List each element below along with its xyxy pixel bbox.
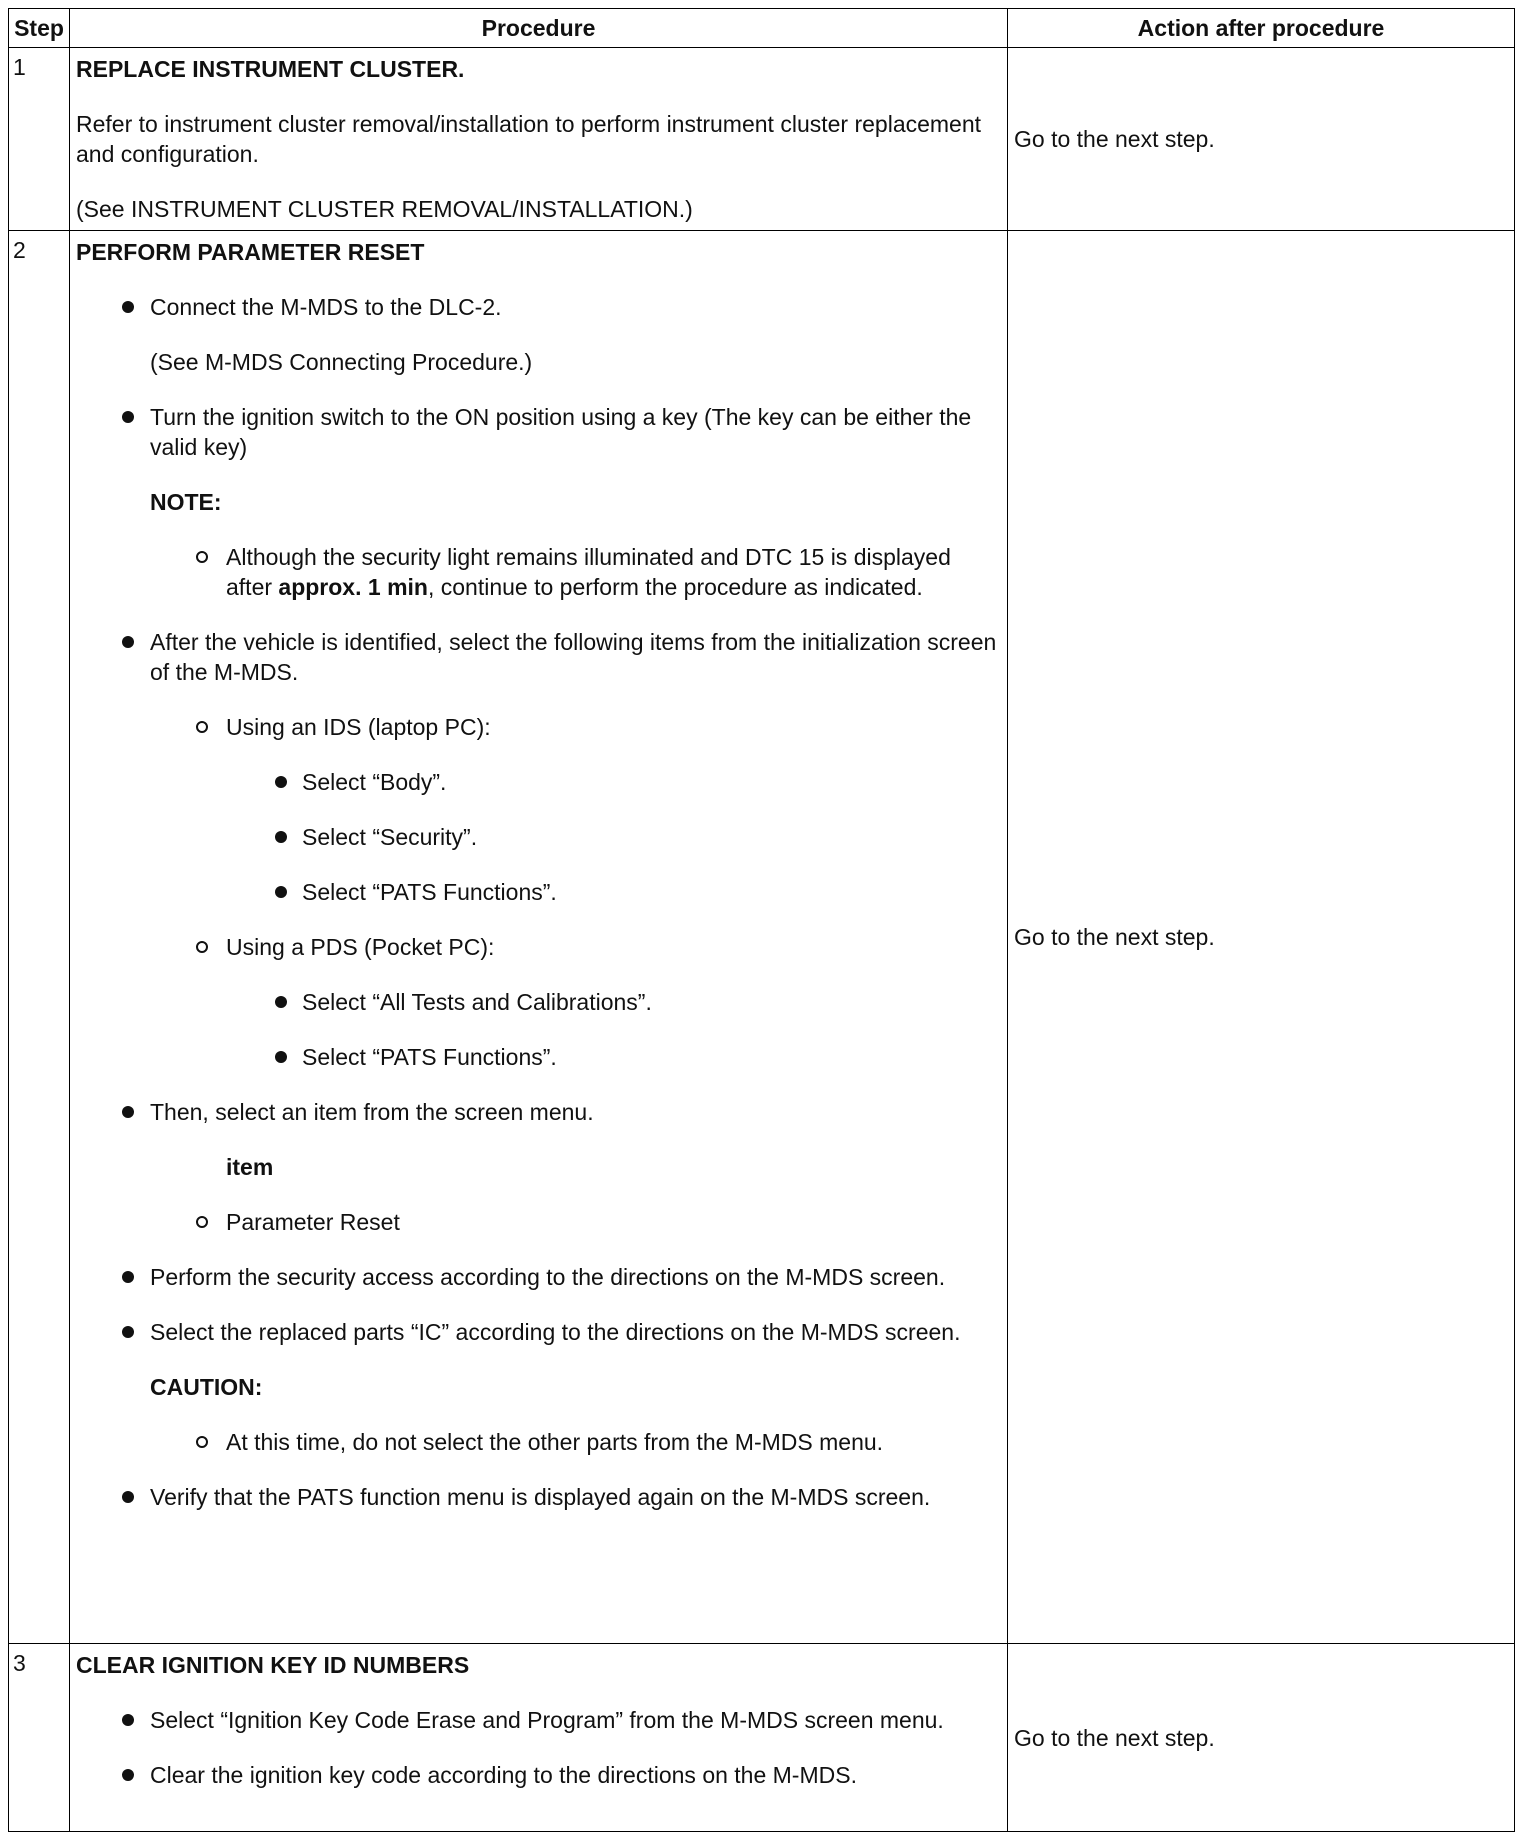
table-row (9, 48, 1515, 231)
list-item (76, 402, 999, 462)
bullet-icon (122, 636, 134, 648)
step-number: 1 (9, 48, 70, 231)
circle-bullet-icon (196, 1436, 208, 1448)
header-step: Step (9, 9, 70, 48)
list-item (76, 1482, 999, 1512)
list-item (76, 1760, 999, 1790)
table-row (9, 1644, 1515, 1832)
list-item-text: Perform the security access according to the directions on the M-MDS screen. (150, 1264, 946, 1290)
list-item (76, 877, 999, 907)
list-item-text: Parameter Reset (226, 1209, 400, 1235)
item-label: item (226, 1154, 274, 1180)
list-item-text: Select “Security”. (302, 824, 478, 850)
step-number: 2 (9, 231, 70, 1644)
procedure-cell (70, 48, 1008, 231)
bullet-icon (275, 996, 287, 1008)
caution-text: At this time, do not select the other parts from the M-MDS menu. (226, 1429, 884, 1455)
list-item-text: Clear the ignition key code according to the directions on the M-MDS. (150, 1762, 857, 1788)
bullet-icon (122, 1326, 134, 1338)
list-item-text: Select “All Tests and Calibrations”. (302, 989, 652, 1015)
bullet-icon (122, 411, 134, 423)
bullet-icon (122, 1491, 134, 1503)
list-item-text: Select “Ignition Key Code Erase and Program” from the M-MDS screen menu. (150, 1707, 944, 1733)
bullet-icon (275, 1051, 287, 1063)
list-item-text: Select “Body”. (302, 769, 447, 795)
bullet-icon (275, 776, 287, 788)
list-item (76, 767, 999, 797)
list-item (76, 1317, 999, 1347)
list-item (76, 1705, 999, 1735)
action-cell: Go to the next step. (1008, 231, 1515, 1644)
list-item (76, 1207, 999, 1237)
bullet-icon (275, 886, 287, 898)
step-title: REPLACE INSTRUMENT CLUSTER. (76, 56, 465, 82)
header-row (9, 9, 1515, 48)
list-item (76, 292, 999, 322)
list-item-text: Select “PATS Functions”. (302, 879, 557, 905)
list-item (76, 1042, 999, 1072)
header-action: Action after procedure (1008, 9, 1515, 48)
circle-bullet-icon (196, 551, 208, 563)
bullet-icon (122, 1271, 134, 1283)
list-item (76, 1262, 999, 1292)
note-label: NOTE: (150, 489, 222, 515)
circle-bullet-icon (196, 941, 208, 953)
list-item-text: Then, select an item from the screen menu. (150, 1099, 594, 1125)
list-item (76, 712, 999, 742)
list-item-text: Using a PDS (Pocket PC): (226, 934, 495, 960)
list-item (76, 627, 999, 687)
list-item (76, 542, 999, 602)
header-procedure: Procedure (70, 9, 1008, 48)
action-cell: Go to the next step. (1008, 1644, 1515, 1832)
list-item-text: After the vehicle is identified, select the following items from the initialization screen of the M-MDS. (150, 629, 997, 685)
caution-label: CAUTION: (150, 1374, 263, 1400)
table-row (9, 231, 1515, 1644)
bullet-icon (122, 1106, 134, 1118)
bullet-icon (122, 1714, 134, 1726)
list-item-text: Turn the ignition switch to the ON position using a key (The key can be either the valid key) (150, 404, 972, 460)
paragraph: Refer to instrument cluster removal/installation to perform instrument cluster replacement and configuration. (76, 111, 982, 167)
procedure-cell (70, 231, 1008, 1644)
list-item (76, 1097, 999, 1127)
bullet-icon (122, 1769, 134, 1781)
procedure-cell (70, 1644, 1008, 1832)
procedure-table (8, 8, 1515, 1832)
circle-bullet-icon (196, 1216, 208, 1228)
list-item-text: Connect the M-MDS to the DLC-2. (150, 294, 502, 320)
list-item-text: Verify that the PATS function menu is displayed again on the M-MDS screen. (150, 1484, 931, 1510)
list-item (76, 822, 999, 852)
bullet-icon (275, 831, 287, 843)
list-item (76, 932, 999, 962)
list-item-text: Using an IDS (laptop PC): (226, 714, 491, 740)
paragraph: (See INSTRUMENT CLUSTER REMOVAL/INSTALLATION.) (76, 196, 693, 222)
list-item-text: Select “PATS Functions”. (302, 1044, 557, 1070)
list-item (76, 1427, 999, 1457)
paragraph: (See M-MDS Connecting Procedure.) (150, 349, 533, 375)
note-text: Although the security light remains illuminated and DTC 15 is displayed after approx. 1 min, continue to perform the procedure as indicated. (226, 544, 951, 600)
list-item (76, 987, 999, 1017)
step-number: 3 (9, 1644, 70, 1832)
list-item-text: Select the replaced parts “IC” according to the directions on the M-MDS screen. (150, 1319, 961, 1345)
step-title: CLEAR IGNITION KEY ID NUMBERS (76, 1652, 470, 1678)
circle-bullet-icon (196, 721, 208, 733)
step-title: PERFORM PARAMETER RESET (76, 239, 425, 265)
action-cell: Go to the next step. (1008, 48, 1515, 231)
bullet-icon (122, 301, 134, 313)
